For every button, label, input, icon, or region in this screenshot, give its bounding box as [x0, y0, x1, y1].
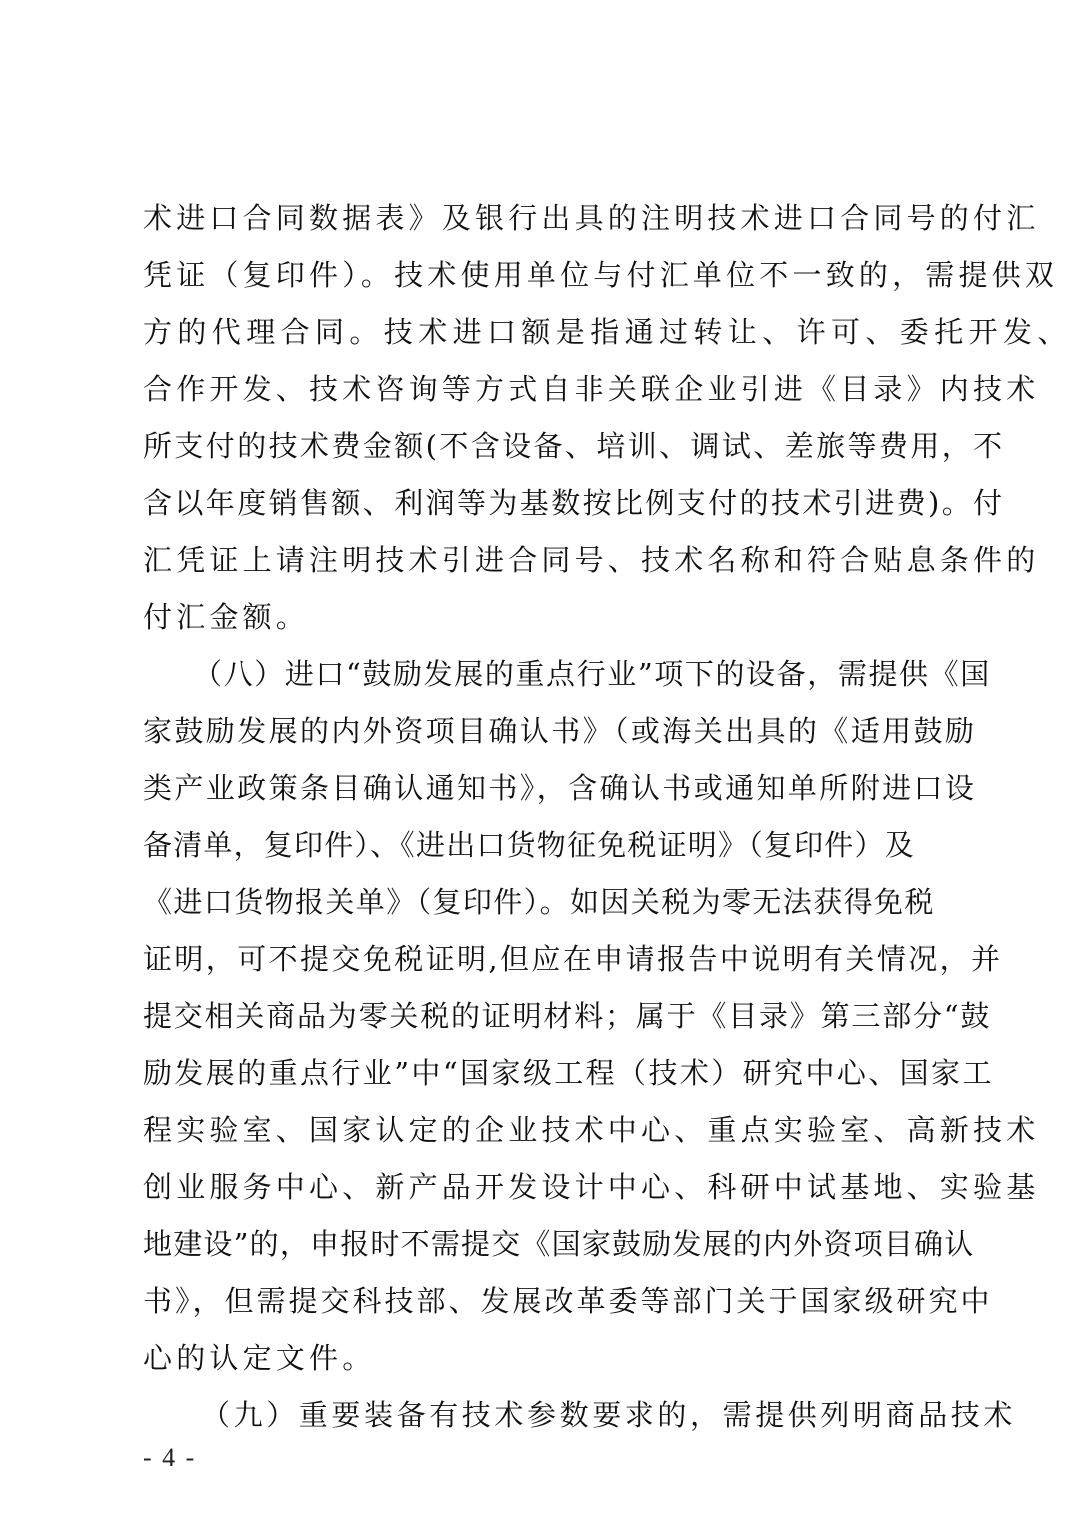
text-line: 书》，但需提交科技部、发展改革委等部门关于国家级研究中 [143, 1284, 993, 1318]
text-line: 提交相关商品为零关税的证明材料；属于《目录》第三部分“鼓 [143, 999, 992, 1033]
text-line: 类产业政策条目确认通知书》，含确认书或通知单所附进口设 [143, 771, 977, 805]
text-line: 程实验室、国家认定的企业技术中心、重点实验室、高新技术 [143, 1113, 1040, 1147]
text-line: 所支付的技术费金额(不含设备、培训、调试、差旅等费用，不 [143, 429, 1005, 463]
text-line: 含以年度销售额、利润等为基数按比例支付的技术引进费)。付 [143, 486, 1005, 520]
text-line: 励发展的重点行业”中“国家级工程（技术）研究中心、国家工 [143, 1056, 994, 1090]
text-line: 心的认定文件。 [143, 1341, 376, 1375]
text-line: 术进口合同数据表》及银行出具的注明技术进口合同号的付汇 [143, 201, 1040, 235]
document-body [143, 190, 1072, 1444]
text-line: 方的代理合同。技术进口额是指通过转让、许可、委托开发、 [143, 315, 1072, 349]
text-line: 《进口货物报关单》（复印件）。如因关税为零无法获得免税 [143, 885, 935, 919]
text-line: 凭证（复印件）。技术使用单位与付汇单位不一致的，需提供双 [143, 258, 1059, 292]
section-9-heading-line: （九）重要装备有技术参数要求的，需提供列明商品技术 [201, 1398, 1017, 1432]
text-line: 合作开发、技术咨询等方式自非关联企业引进《目录》内技术 [143, 372, 1040, 406]
text-line: 汇凭证上请注明技术引进合同号、技术名称和符合贴息条件的 [143, 543, 1040, 577]
text-line: 证明，可不提交免税证明,但应在申请报告中说明有关情况，并 [143, 942, 1003, 976]
text-line: 地建设”的，申报时不需提交《国家鼓励发展的内外资项目确认 [143, 1227, 975, 1261]
text-line: 付汇金额。 [143, 600, 310, 634]
text-line: 备清单，复印件）、《进出口货物征免税证明》（复印件）及 [143, 828, 915, 862]
page-number: - 4 - [143, 1443, 197, 1472]
section-8-heading-line: （八）进口“鼓励发展的重点行业”项下的设备，需提供《国 [193, 657, 991, 691]
text-line: 家鼓励发展的内外资项目确认书》（或海关出具的《适用鼓励 [143, 714, 977, 748]
text-line: 创业服务中心、新产品开发设计中心、科研中试基地、实验基 [143, 1170, 1040, 1204]
